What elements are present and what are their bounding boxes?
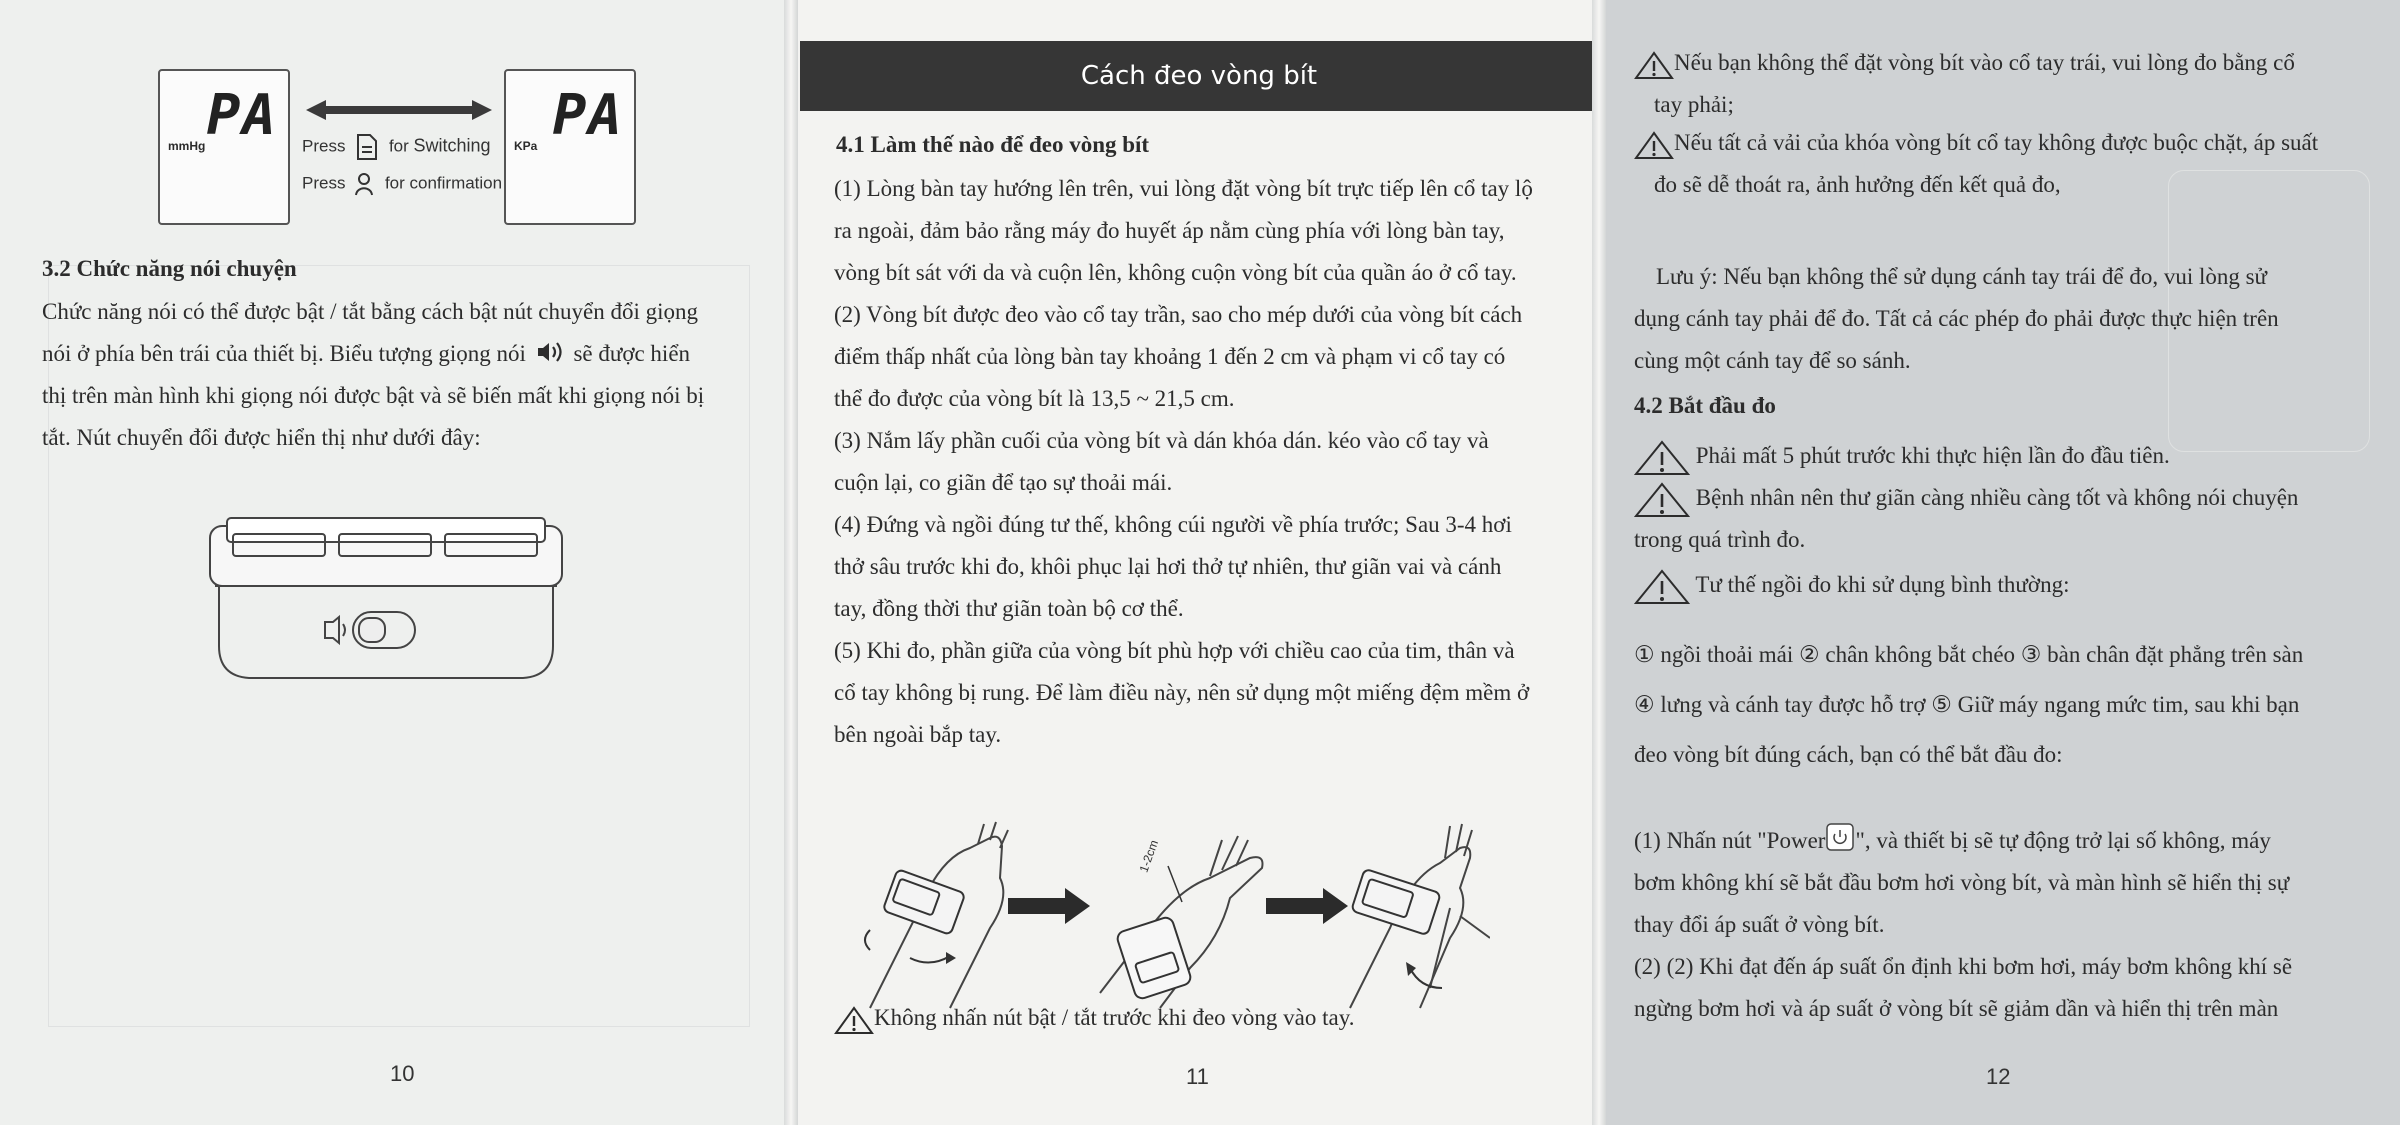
warning-block-2	[1634, 122, 2318, 206]
warning-icon	[1634, 568, 1690, 606]
page-number: 11	[1186, 1064, 1209, 1089]
switching-label: Switching	[413, 135, 491, 156]
text-line: đo sẽ dễ thoát ra, ảnh hưởng đến kết quả đo,	[1654, 172, 2061, 197]
text-line: vòng bít sát với da và cuộn lên, không cuộn vòng bít của quần áo ở cổ tay.	[834, 260, 1517, 285]
note-paragraph	[1634, 256, 2279, 382]
text-line: dụng cánh tay phải để đo. Tất cả các phép đo phải được thực hiện trên	[1634, 306, 2279, 331]
page-number: 10	[390, 1061, 415, 1086]
text-line: (2) Vòng bít được đeo vào cổ tay trần, sao cho mép dưới của vòng bít cách	[834, 302, 1523, 327]
text-line: trong quá trình đo.	[1634, 527, 1806, 552]
text-line: tay, đồng thời thư giãn toàn bộ cơ thể.	[834, 596, 1184, 621]
text-line: ① ngồi thoải mái ② chân không bắt chéo ③ bàn chân đặt phẳng trên sàn	[1634, 642, 2304, 667]
text-line: thay đổi áp suất ở vòng bít.	[1634, 912, 1885, 937]
text-line: ra ngoài, đảm bảo rằng máy đo huyết áp nằm cùng phía với lòng bàn tay,	[834, 218, 1505, 243]
warning-block-1	[1634, 42, 2295, 126]
lcd-unit-label: mmHg	[168, 139, 206, 153]
text-line: Nếu bạn không thể đặt vòng bít vào cổ tay trái, vui lòng đo bằng cổ	[1674, 50, 2295, 75]
measure-label: 1-2cm	[1136, 838, 1162, 875]
text-line: Bệnh nhân nên thư giãn càng nhiều càng tốt và không nói chuyện	[1695, 485, 2299, 510]
document-icon	[356, 134, 378, 160]
text-line: điểm thấp nhất của lòng bàn tay khoảng 1 đến 2 cm và phạm vi cổ tay có	[834, 344, 1506, 369]
warning-icon	[1634, 50, 1674, 80]
text-line: (1) Lòng bàn tay hướng lên trên, vui lòng đặt vòng bít trực tiếp lên cổ tay lộ	[834, 176, 1533, 201]
warning-icon	[1634, 130, 1674, 160]
text-line: đeo vòng bít đúng cách, bạn có thể bắt đầu đo:	[1634, 742, 2063, 767]
wrist-cuff-steps-illustration	[850, 818, 1490, 1018]
text-fragment: ", và thiết bị sẽ tự động trở lại số không, máy	[1855, 828, 2271, 853]
text-fragment: sẽ được hiển	[573, 341, 691, 366]
text-line: Lưu ý: Nếu bạn không thể sử dụng cánh tay trái để đo, vui lòng sử	[1656, 264, 2268, 289]
section-heading: 3.2 Chức năng nói chuyện	[42, 256, 297, 281]
text-line-with-icon	[42, 333, 704, 375]
press-label: Press	[302, 173, 346, 193]
text-line: thị trên màn hình khi giọng nói được bật và sẽ biến mất khi giọng nói bị	[42, 383, 705, 408]
warning-icon	[1634, 481, 1690, 519]
text-fragment: (1) Nhấn nút "Power	[1634, 828, 1826, 853]
text-line: Chức năng nói có thể được bật / tắt bằng cách bật nút chuyển đổi giọng	[42, 299, 699, 324]
lcd-value: PA	[206, 83, 278, 148]
press-label: Press	[302, 136, 346, 156]
warning-text: Không nhấn nút bật / tắt trước khi đeo vòng vào tay.	[874, 1005, 1355, 1030]
text-line: Nếu tất cả vải của khóa vòng bít cổ tay không được buộc chặt, áp suất	[1674, 130, 2319, 155]
lcd-unit-label: KPa	[514, 139, 538, 153]
text-line: cổ tay không bị rung. Để làm điều này, nên sử dụng một miếng đệm mềm ở	[834, 680, 1530, 705]
wear-warning	[834, 997, 1354, 1039]
text-line: ④ lưng và cánh tay được hỗ trợ ⑤ Giữ máy ngang mức tim, sau khi bạn	[1634, 692, 2300, 717]
text-line: ngừng bơm hơi và áp suất ở vòng bít sẽ giảm dần và hiển thị trên màn	[1634, 996, 2279, 1021]
section-heading: 4.1 Làm thế nào để đeo vòng bít	[836, 132, 1150, 157]
text-fragment: nói ở phía bên trái của thiết bị. Biểu tượng giọng nói	[42, 341, 526, 366]
page-number: 12	[1986, 1064, 2011, 1089]
text-line: thở sâu trước khi đo, khôi phục lại hơi thở tự nhiên, thư giãn vai và cánh	[834, 554, 1502, 579]
posture-list	[1634, 630, 2303, 780]
text-line: tay phải;	[1654, 92, 1734, 117]
person-icon	[354, 172, 376, 196]
warning-block-3	[1634, 435, 2170, 477]
warning-text: Phải mất 5 phút trước khi thực hiện lần đo đầu tiên.	[1695, 443, 2170, 468]
warning-icon	[834, 1005, 874, 1035]
section-header-bar: Cách đeo vòng bít	[800, 41, 1598, 111]
text-line: bơm không khí sẽ bắt đầu bơm hơi vòng bít, và màn hình sẽ hiển thị sự	[1634, 870, 2290, 895]
body-paragraph	[42, 291, 704, 459]
text-line: (4) Đứng và ngồi đúng tư thế, không cúi người về phía trước; Sau 3-4 hơi	[834, 512, 1512, 537]
warning-icon	[1634, 439, 1690, 477]
text-line: cuộn lại, co giãn để tạo sự thoải mái.	[834, 470, 1173, 495]
device-side-illustration	[205, 516, 567, 681]
double-arrow-icon	[306, 98, 492, 122]
body-paragraph	[834, 168, 1533, 756]
text-line: (2) (2) Khi đạt đến áp suất ổn định khi bơm hơi, máy bơm không khí sẽ	[1634, 954, 2293, 979]
text-line: tắt. Nút chuyển đổi được hiển thị như dưới đây:	[42, 425, 481, 450]
spine-gutter	[784, 0, 798, 1125]
speaker-icon	[536, 341, 564, 363]
step-1-paragraph	[1634, 820, 2292, 1030]
text-line: (5) Khi đo, phần giữa của vòng bít phù hợp với chiều cao của tim, thân và	[834, 638, 1515, 663]
power-button-icon	[1825, 822, 1855, 852]
warning-block-5	[1634, 564, 2069, 606]
lcd-kpa-display	[504, 69, 636, 225]
warning-block-4	[1634, 477, 2298, 561]
text-line: thể đo được của vòng bít là 13,5 ~ 21,5 cm.	[834, 386, 1235, 411]
text-line: (3) Nắm lấy phần cuối của vòng bít và dán khóa dán. kéo vào cổ tay và	[834, 428, 1489, 453]
text-line: bên ngoài bắp tay.	[834, 722, 1002, 747]
for-label: for	[388, 136, 409, 156]
text-line: cùng một cánh tay để so sánh.	[1634, 348, 1911, 373]
press-confirm-row	[302, 172, 502, 196]
confirmation-label: for confirmation	[384, 173, 503, 193]
section-heading: 4.2 Bắt đầu đo	[1634, 393, 1776, 418]
lcd-mmhg-display	[158, 69, 290, 225]
warning-text: Tư thế ngồi đo khi sử dụng bình thường:	[1695, 572, 2070, 597]
page-10	[0, 0, 790, 1125]
press-switching-row	[302, 134, 491, 160]
lcd-value: PA	[552, 83, 624, 148]
